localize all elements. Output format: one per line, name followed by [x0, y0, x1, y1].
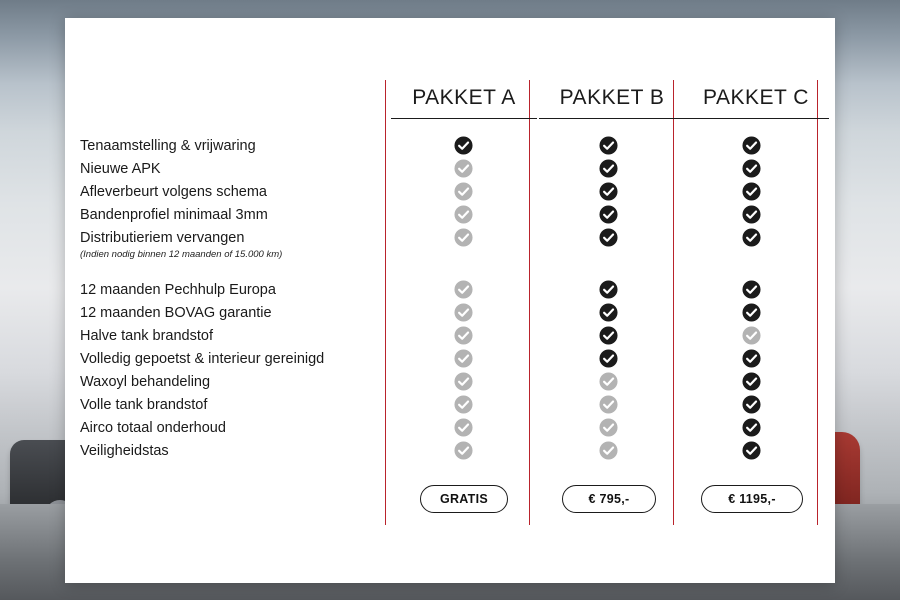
check-icon-c-active [742, 136, 761, 155]
feature-label: 12 maanden BOVAG garantie [80, 305, 272, 321]
feature-label: Airco totaal onderhoud [80, 420, 226, 436]
check-icon-c-active [742, 441, 761, 460]
check-icon-c-active [742, 228, 761, 247]
check-icon-c-active [742, 418, 761, 437]
check-icon-c-active [742, 372, 761, 391]
check-icon-b-active [599, 303, 618, 322]
feature-label: Halve tank brandstof [80, 328, 213, 344]
check-icon-b-inactive [599, 418, 618, 437]
column-header-a: PAKKET A [412, 86, 516, 109]
check-icon-c-active [742, 349, 761, 368]
check-icon-b-inactive [599, 372, 618, 391]
feature-label: Veiligheidstas [80, 443, 169, 459]
check-icon-b-active [599, 136, 618, 155]
check-icon-b-active [599, 349, 618, 368]
check-icon-b-active [599, 228, 618, 247]
column-divider-3 [817, 80, 818, 525]
check-icon-a-inactive [454, 159, 473, 178]
check-icon-b-inactive [599, 441, 618, 460]
column-header-underline-b [539, 118, 685, 119]
check-icon-c-active [742, 205, 761, 224]
check-icon-b-active [599, 280, 618, 299]
check-icon-c-active [742, 159, 761, 178]
check-icon-a-inactive [454, 418, 473, 437]
check-icon-b-active [599, 205, 618, 224]
check-icon-c-inactive [742, 326, 761, 345]
check-icon-a-inactive [454, 182, 473, 201]
check-icon-a-inactive [454, 349, 473, 368]
check-icon-c-active [742, 182, 761, 201]
column-divider-0 [385, 80, 386, 525]
column-header-c: PAKKET C [703, 86, 809, 109]
feature-note: (Indien nodig binnen 12 maanden of 15.000 km) [80, 249, 283, 260]
price-badge-b[interactable]: € 795,- [562, 485, 656, 513]
check-icon-b-active [599, 326, 618, 345]
feature-label: Volle tank brandstof [80, 397, 208, 413]
check-icon-a-inactive [454, 228, 473, 247]
check-icon-a-inactive [454, 326, 473, 345]
feature-label: Volledig gepoetst & interieur gereinigd [80, 351, 325, 367]
check-icon-b-inactive [599, 395, 618, 414]
feature-label: Bandenprofiel minimaal 3mm [80, 207, 268, 223]
feature-label: Waxoyl behandeling [80, 374, 211, 390]
check-icon-c-active [742, 303, 761, 322]
column-divider-2 [673, 80, 674, 525]
check-icon-a-inactive [454, 280, 473, 299]
check-icon-c-active [742, 395, 761, 414]
feature-label: Nieuwe APK [80, 161, 161, 177]
price-badge-c[interactable]: € 1195,- [701, 485, 803, 513]
package-comparison-card [65, 18, 835, 583]
price-badge-a[interactable]: GRATIS [420, 485, 508, 513]
feature-label: Distributieriem vervangen [80, 230, 245, 246]
check-icon-a-inactive [454, 372, 473, 391]
check-icon-b-active [599, 182, 618, 201]
package-comparison-table [65, 18, 835, 583]
check-icon-a-active [454, 136, 473, 155]
check-icon-a-inactive [454, 395, 473, 414]
check-icon-c-active [742, 280, 761, 299]
check-icon-b-active [599, 159, 618, 178]
feature-label: 12 maanden Pechhulp Europa [80, 282, 276, 298]
check-icon-a-inactive [454, 441, 473, 460]
column-header-b: PAKKET B [559, 86, 665, 109]
check-icon-a-inactive [454, 303, 473, 322]
column-header-underline-a [391, 118, 537, 119]
column-divider-1 [529, 80, 530, 525]
column-header-underline-c [683, 118, 829, 119]
feature-label: Afleverbeurt volgens schema [80, 184, 267, 200]
feature-label: Tenaamstelling & vrijwaring [80, 138, 256, 154]
check-icon-a-inactive [454, 205, 473, 224]
